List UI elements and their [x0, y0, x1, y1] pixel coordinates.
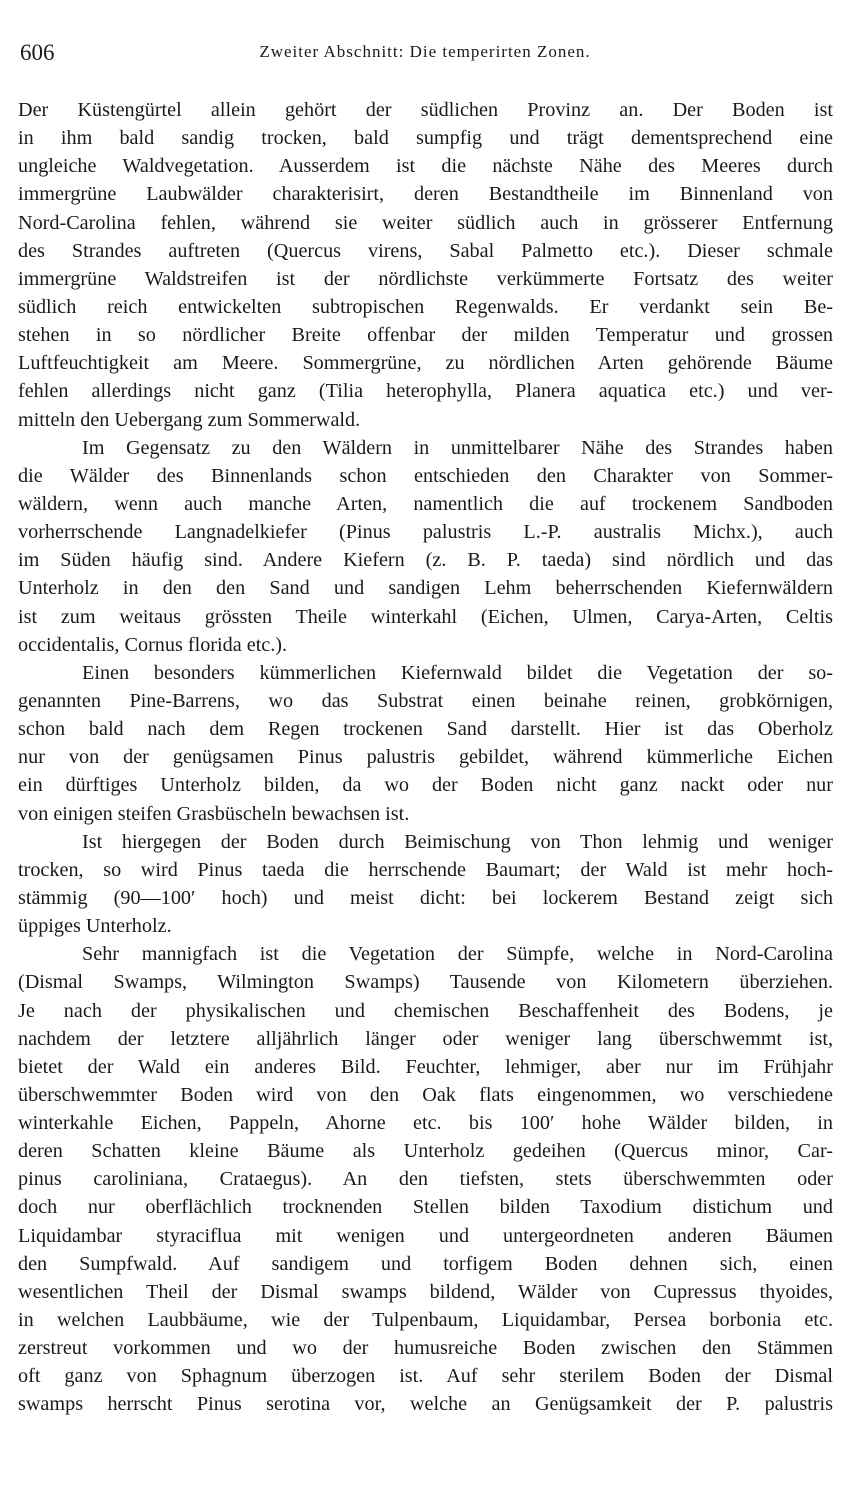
text-line: Einen besonders kümmerlichen Kiefernwald bildet die Vegetation der so- — [82, 661, 833, 684]
text-line: immergrüne Waldstreifen ist der nördlichste verkümmerte Fortsatz des weiter — [18, 267, 833, 290]
text-line: ist zum weitaus grössten Theile winterkahl (Eichen, Ulmen, Carya-Arten, Celtis — [18, 605, 833, 628]
text-line: mitteln den Uebergang zum Sommerwald. — [18, 408, 361, 431]
text-line: genannten Pine-Barrens, wo das Substrat einen beinahe reinen, grobkörnigen, — [18, 689, 833, 712]
text-line: nachdem der letztere alljährlich länger oder weniger lang überschwemmt ist, — [18, 1027, 833, 1050]
text-line: Liquidambar styraciflua mit wenigen und untergeordneten anderen Bäumen — [18, 1224, 833, 1247]
text-line: Der Küstengürtel allein gehört der südlichen Provinz an. Der Boden ist — [18, 99, 833, 121]
text-line: den Sumpfwald. Auf sandigem und torfigem Boden dehnen sich, einen — [18, 1252, 833, 1275]
text-line: zerstreut vorkommen und wo der humusreiche Boden zwischen den Stämmen — [18, 1337, 833, 1360]
text-line: ein dürftiges Unterholz bilden, da wo der Boden nicht ganz nackt oder nur — [18, 774, 833, 797]
text-line: nur von der genügsamen Pinus palustris gebildet, während kümmerliche Eichen — [18, 746, 833, 769]
text-line: die Wälder des Binnenlands schon entschieden den Charakter von Sommer- — [18, 464, 833, 487]
text-line: Unterholz in den den Sand und sandigen Lehm beherrschenden Kiefernwäldern — [18, 577, 833, 600]
text-line: doch nur oberflächlich trocknenden Stellen bilden Taxodium distichum und — [18, 1196, 833, 1219]
text-line: trocken, so wird Pinus taeda die herrschende Baumart; der Wald ist mehr hoch- — [18, 858, 833, 881]
text-line: im Süden häufig sind. Andere Kiefern (z. B. P. taeda) sind nördlich und das — [18, 549, 833, 572]
text-line: Im Gegensatz zu den Wäldern in unmittelbarer Nähe des Strandes haben — [82, 436, 833, 459]
text-line: Luftfeuchtigkeit am Meere. Sommergrüne, zu nördlichen Arten gehörende Bäume — [18, 352, 833, 375]
text-line: (Dismal Swamps, Wilmington Swamps) Tausende von Kilometern überziehen. — [18, 971, 833, 994]
page-number: 606 — [20, 40, 55, 65]
text-line: überschwemmter Boden wird von den Oak flats eingenommen, wo verschiedene — [18, 1083, 833, 1106]
text-line: wesentlichen Theil der Dismal swamps bildend, Wälder von Cupressus thyoides, — [18, 1280, 833, 1303]
body-text — [18, 96, 833, 1419]
text-line: ungleiche Waldvegetation. Ausserdem ist die nächste Nähe des Meeres durch — [18, 155, 833, 178]
text-line: bietet der Wald ein anderes Bild. Feuchter, lehmiger, aber nur im Frühjahr — [18, 1055, 833, 1078]
text-line: oft ganz von Sphagnum überzogen ist. Auf sehr sterilem Boden der Dismal — [18, 1365, 833, 1388]
text-line: immergrüne Laubwälder charakterisirt, deren Bestandtheile im Binnenland von — [18, 183, 833, 206]
text-line: Sehr mannigfach ist die Vegetation der Sümpfe, welche in Nord-Carolina — [82, 943, 833, 966]
text-line: Ist hiergegen der Boden durch Beimischung von Thon lehmig und weniger — [82, 830, 833, 853]
text-line: deren Schatten kleine Bäume als Unterholz gedeihen (Quercus minor, Car- — [18, 1140, 833, 1163]
text-line: Nord-Carolina fehlen, während sie weiter südlich auch in grösserer Entfernung — [18, 211, 833, 234]
text-line: pinus caroliniana, Crataegus). An den tiefsten, stets überschwemmten oder — [18, 1168, 833, 1191]
text-line: schon bald nach dem Regen trockenen Sand darstellt. Hier ist das Oberholz — [18, 718, 833, 741]
page-header — [20, 40, 830, 70]
text-line: winterkahle Eichen, Pappeln, Ahorne etc. bis 100′ hohe Wälder bilden, in — [18, 1112, 833, 1135]
text-line: in welchen Laubbäume, wie der Tulpenbaum, Liquidambar, Persea borbonia etc. — [18, 1309, 833, 1332]
running-head: Zweiter Abschnitt: Die temperirten Zonen. — [259, 42, 591, 61]
text-line: wäldern, wenn auch manche Arten, namentlich die auf trockenem Sandboden — [18, 492, 833, 515]
text-line: Je nach der physikalischen und chemischen Beschaffenheit des Bodens, je — [18, 999, 833, 1022]
text-line: von einigen steifen Grasbüscheln bewachsen ist. — [18, 802, 410, 825]
text-line: in ihm bald sandig trocken, bald sumpfig und trägt dementsprechend eine — [18, 127, 833, 150]
text-line: stämmig (90—100′ hoch) und meist dicht: bei lockerem Bestand zeigt sich — [18, 886, 833, 909]
text-line: des Strandes auftreten (Quercus virens, Sabal Palmetto etc.). Dieser schmale — [18, 239, 833, 262]
text-line: swamps herrscht Pinus serotina vor, welche an Genügsamkeit der P. palustris — [18, 1393, 833, 1416]
text-line: südlich reich entwickelten subtropischen Regenwalds. Er verdankt sein Be- — [18, 295, 833, 318]
text-line: occidentalis, Cornus florida etc.). — [18, 633, 288, 656]
text-line: vorherrschende Langnadelkiefer (Pinus palustris L.-P. australis Michx.), auch — [18, 521, 833, 544]
text-line: stehen in so nördlicher Breite offenbar der milden Temperatur und grossen — [18, 324, 833, 347]
text-line: fehlen allerdings nicht ganz (Tilia heterophylla, Planera aquatica etc.) und ver- — [18, 380, 833, 403]
text-line: üppiges Unterholz. — [18, 915, 172, 938]
